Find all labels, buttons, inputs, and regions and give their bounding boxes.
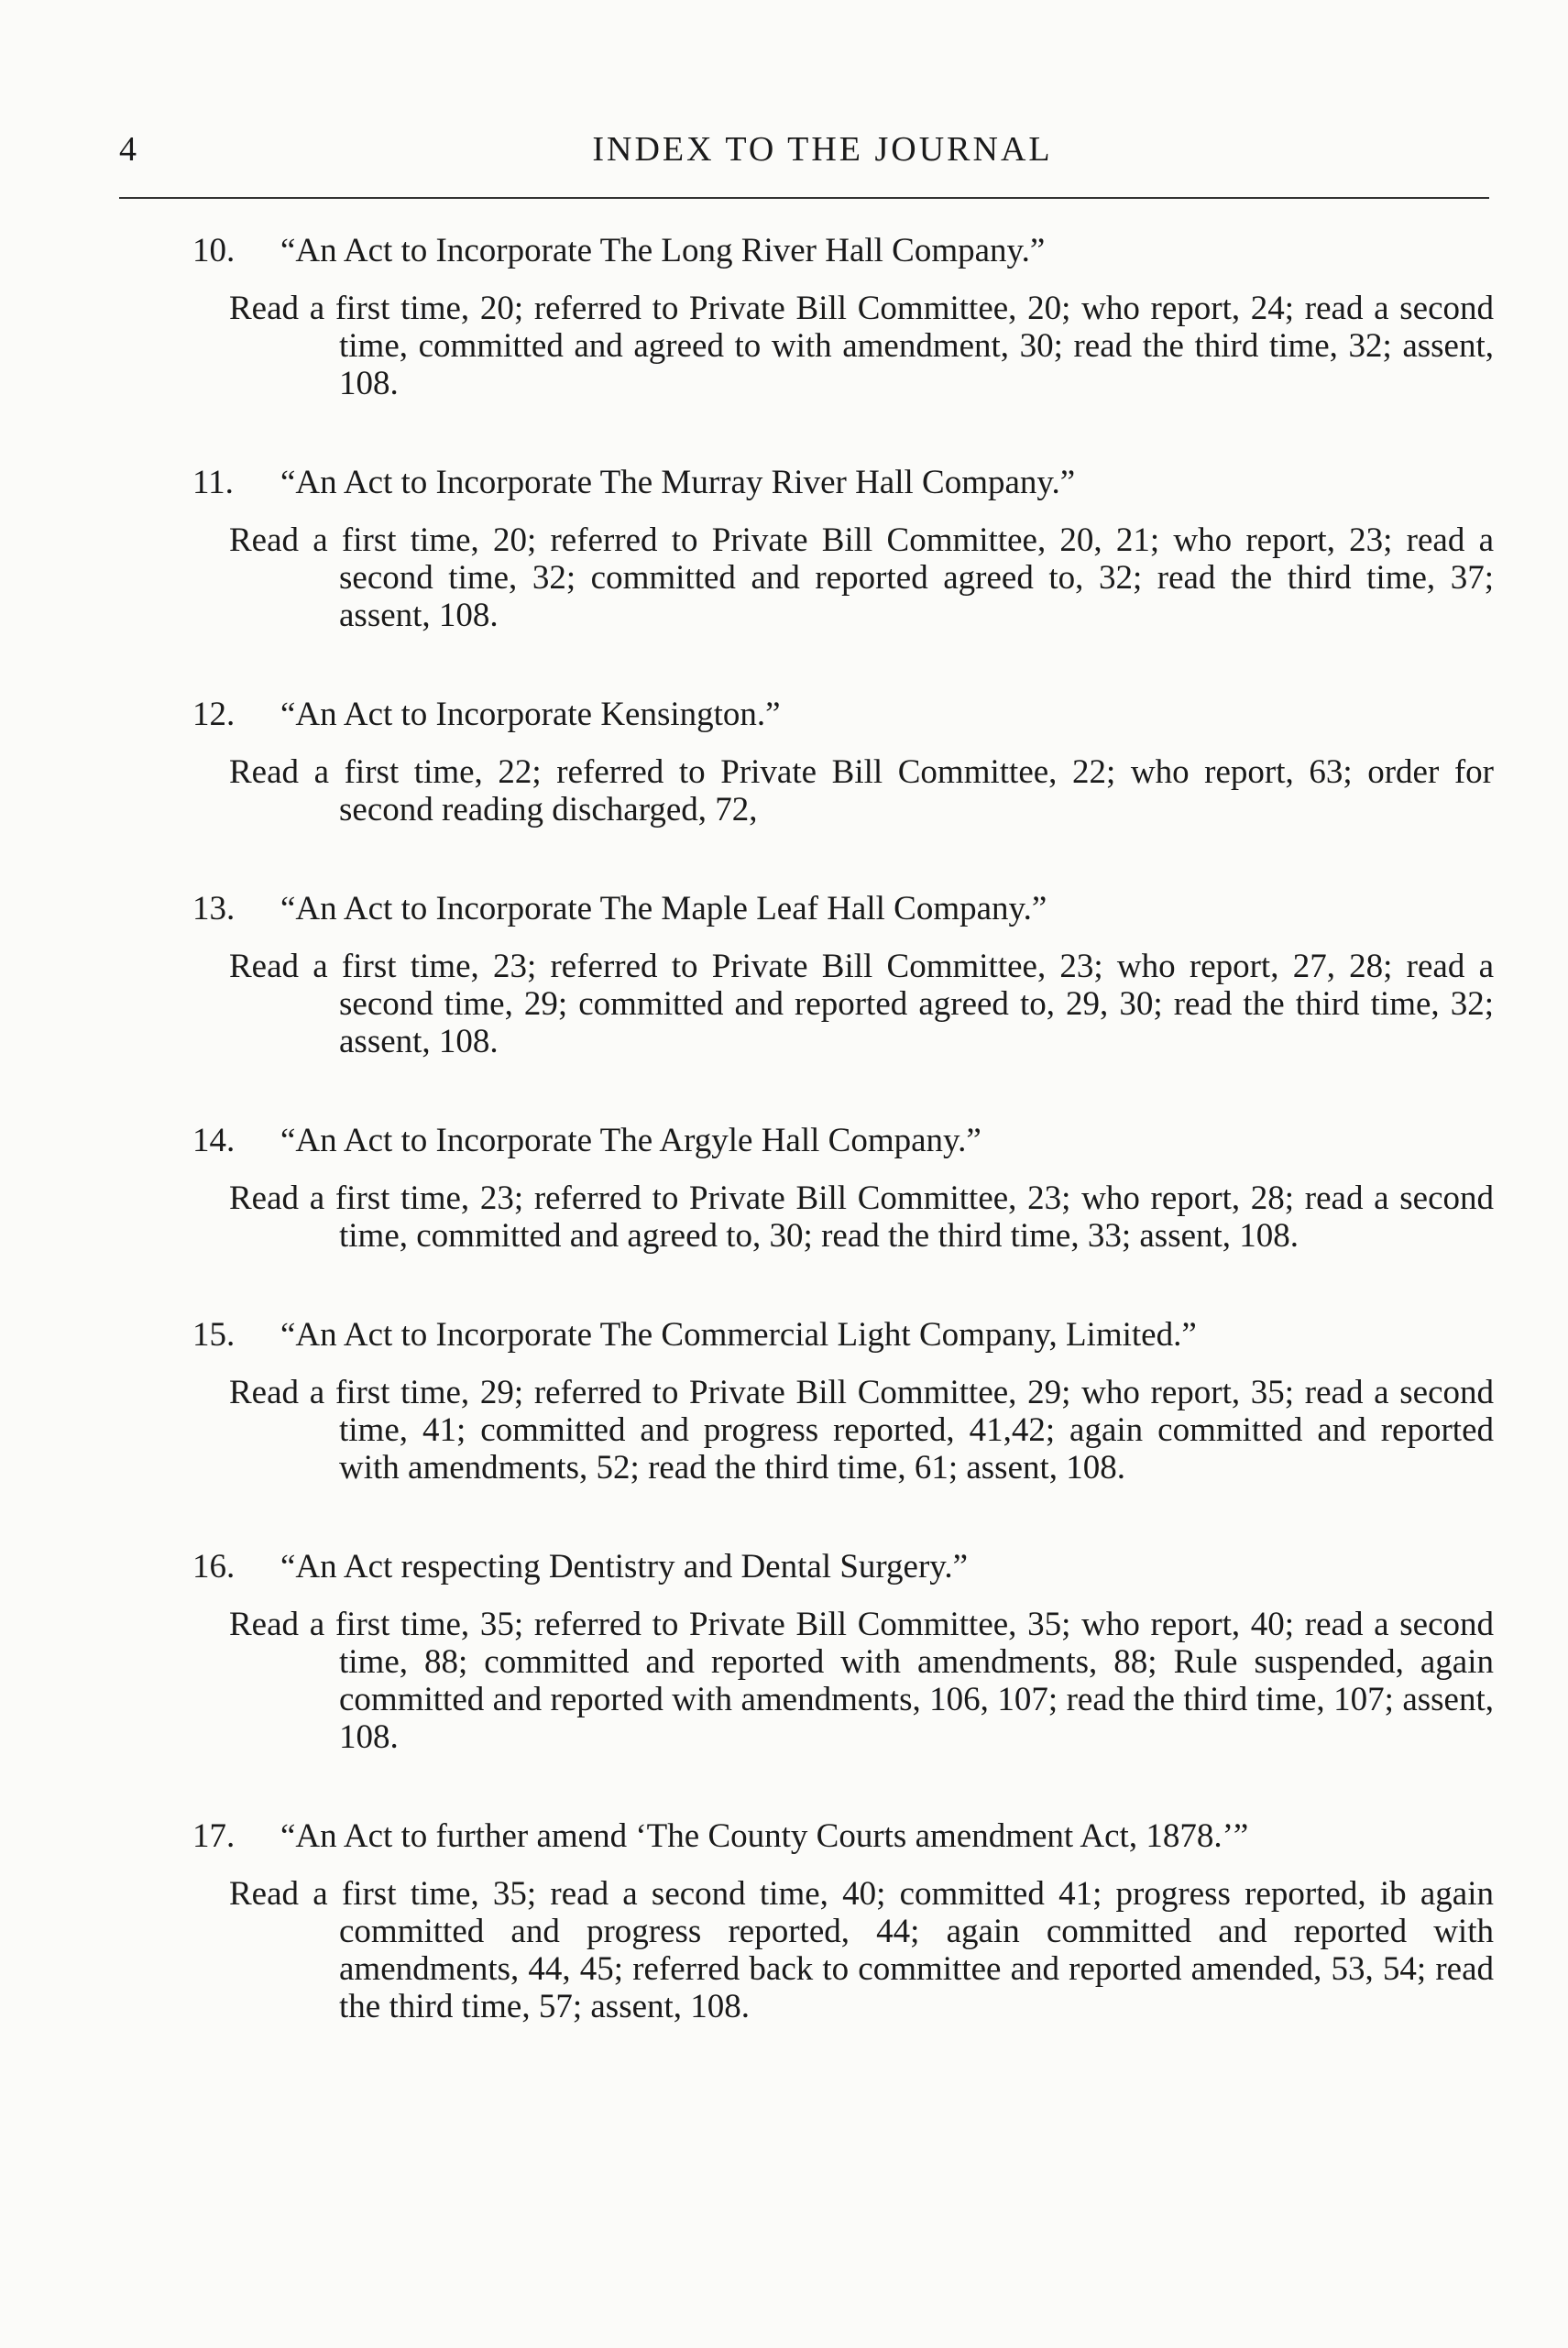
entry-body: Read a first time, 29; referred to Private Bill Committee, 29; who report, 35; read a second time, 41; committed and progress reported, 41,42; again committed and reported with amendments, 52; read the third time, 61; assent, 108. <box>229 1374 1494 1487</box>
entry-title-line <box>192 1816 1494 1857</box>
index-entry <box>192 463 1494 634</box>
index-entry <box>192 1816 1494 2025</box>
entry-title: “An Act to Incorporate The Commercial Light Company, Limited.” <box>280 1316 1197 1354</box>
index-entry <box>192 1121 1494 1255</box>
index-entry <box>192 889 1494 1060</box>
index-entry <box>192 695 1494 828</box>
entry-body: Read a first time, 20; referred to Private Bill Committee, 20; who report, 24; read a second time, committed and agreed to with amendment, 30; read the third time, 32; assent, 108. <box>229 290 1494 402</box>
entry-title-line <box>192 1547 1494 1587</box>
entry-title: “An Act to Incorporate The Long River Hall Company.” <box>280 232 1046 269</box>
header-rule <box>119 197 1489 199</box>
entry-title: “An Act to Incorporate The Maple Leaf Hall Company.” <box>280 890 1047 927</box>
entry-number: 14. <box>192 1122 236 1159</box>
entry-title-line <box>192 1121 1494 1161</box>
index-entry <box>192 231 1494 402</box>
entry-number: 12. <box>192 696 236 733</box>
entry-body: Read a first time, 23; referred to Private Bill Committee, 23; who report, 27, 28; read a second time, 29; committed and reported agreed to, 29, 30; read the third time, 32; assent, 108. <box>229 948 1494 1060</box>
entry-number: 15. <box>192 1316 236 1354</box>
entry-number: 13. <box>192 890 236 927</box>
entry-body: Read a first time, 20; referred to Private Bill Committee, 20, 21; who report, 23; read a second time, 32; committed and reported agreed to, 32; read the third time, 37; assent, 108. <box>229 521 1494 634</box>
entry-number: 11. <box>192 464 234 501</box>
entry-title-line <box>192 463 1494 503</box>
page-header <box>119 126 1489 181</box>
entry-title-line <box>192 1315 1494 1355</box>
entry-number: 17. <box>192 1817 236 1855</box>
entry-title-line <box>192 695 1494 735</box>
entry-body: Read a first time, 35; read a second time, 40; committed 41; progress reported, ib again committed and progress reported, 44; again committed and reported with amendments, 44, 45; referred back to committee and reported amended, 53, 54; read the third time, 57; assent, 108. <box>229 1875 1494 2025</box>
entry-title: “An Act to further amend ‘The County Courts amendment Act, 1878.’” <box>280 1817 1249 1855</box>
entry-body: Read a first time, 35; referred to Private Bill Committee, 35; who report, 40; read a second time, 88; committed and reported with amendments, 88; Rule suspended, again committed and reported with amendments, 106, 107; read the third time, 107; assent, 108. <box>229 1606 1494 1756</box>
entry-number: 10. <box>192 232 236 269</box>
index-entries <box>192 231 1494 2086</box>
index-entry <box>192 1547 1494 1756</box>
running-title: INDEX TO THE JOURNAL <box>592 130 1053 169</box>
entry-title-line <box>192 231 1494 271</box>
entry-title-line <box>192 889 1494 929</box>
entry-body: Read a first time, 22; referred to Private Bill Committee, 22; who report, 63; order for second reading discharged, 72, <box>229 753 1494 828</box>
entry-number: 16. <box>192 1548 236 1585</box>
entry-title: “An Act respecting Dentistry and Dental Surgery.” <box>280 1548 969 1585</box>
index-entry <box>192 1315 1494 1487</box>
entry-title: “An Act to Incorporate The Murray River Hall Company.” <box>280 464 1076 501</box>
entry-title: “An Act to Incorporate The Argyle Hall Company.” <box>280 1122 981 1159</box>
page-number: 4 <box>119 130 137 169</box>
entry-body: Read a first time, 23; referred to Private Bill Committee, 23; who report, 28; read a second time, committed and agreed to, 30; read the third time, 33; assent, 108. <box>229 1179 1494 1255</box>
entry-title: “An Act to Incorporate Kensington.” <box>280 696 781 733</box>
